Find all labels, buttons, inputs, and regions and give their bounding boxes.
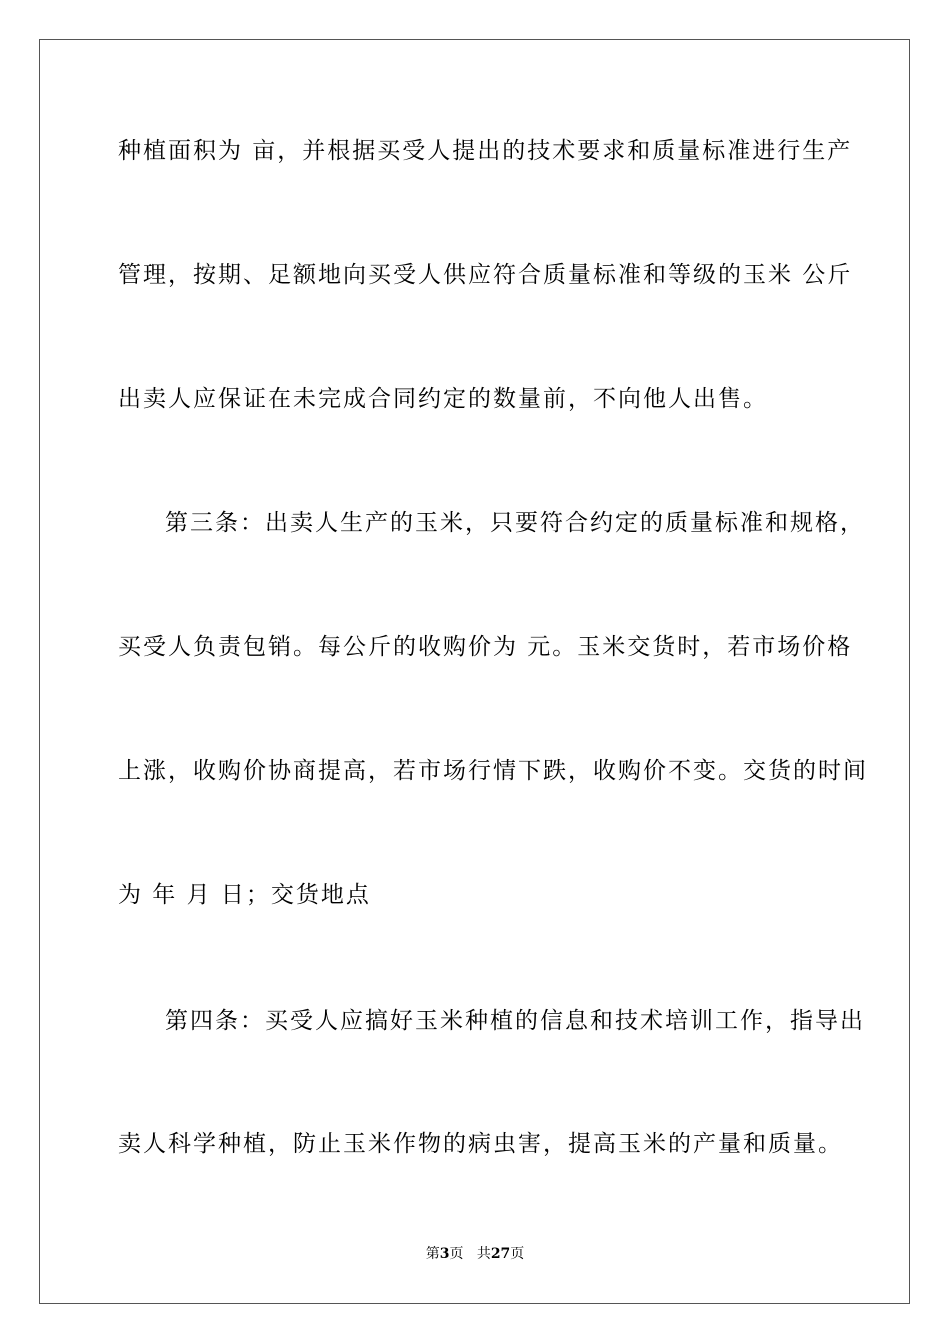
paragraph-line-1: 种植面积为 亩，并根据买受人提出的技术要求和质量标准进行生产 <box>118 138 853 164</box>
footer-page-number: 3 <box>439 1246 450 1262</box>
paragraph-line-2: 管理，按期、足额地向买受人供应符合质量标准和等级的玉米 公斤 <box>118 262 853 288</box>
article-4-line-2: 卖人科学种植，防止玉米作物的病虫害，提高玉米的产量和质量。 <box>118 1131 843 1157</box>
page-border <box>39 39 910 1304</box>
article-3-line-3: 上涨，收购价协商提高，若市场行情下跌，收购价不变。交货的时间 <box>118 758 868 784</box>
footer-total-suffix: 页 <box>510 1246 525 1262</box>
article-3-line-2: 买受人负责包销。每公斤的收购价为 元。玉米交货时，若市场价格 <box>118 634 853 660</box>
footer-page-prefix: 第 <box>425 1246 440 1262</box>
paragraph-line-3: 出卖人应保证在未完成合同约定的数量前，不向他人出售。 <box>118 386 768 412</box>
article-3-line-1: 第三条：出卖人生产的玉米，只要符合约定的质量标准和规格， <box>165 510 865 536</box>
footer-page-suffix: 页 <box>449 1246 464 1262</box>
article-3-line-4: 为 年 月 日；交货地点 <box>118 882 371 908</box>
footer-total-prefix: 共 <box>476 1246 491 1262</box>
article-4-line-1: 第四条：买受人应搞好玉米种植的信息和技术培训工作，指导出 <box>165 1008 865 1034</box>
footer-total-pages: 27 <box>490 1246 511 1262</box>
page-footer <box>0 1244 950 1264</box>
